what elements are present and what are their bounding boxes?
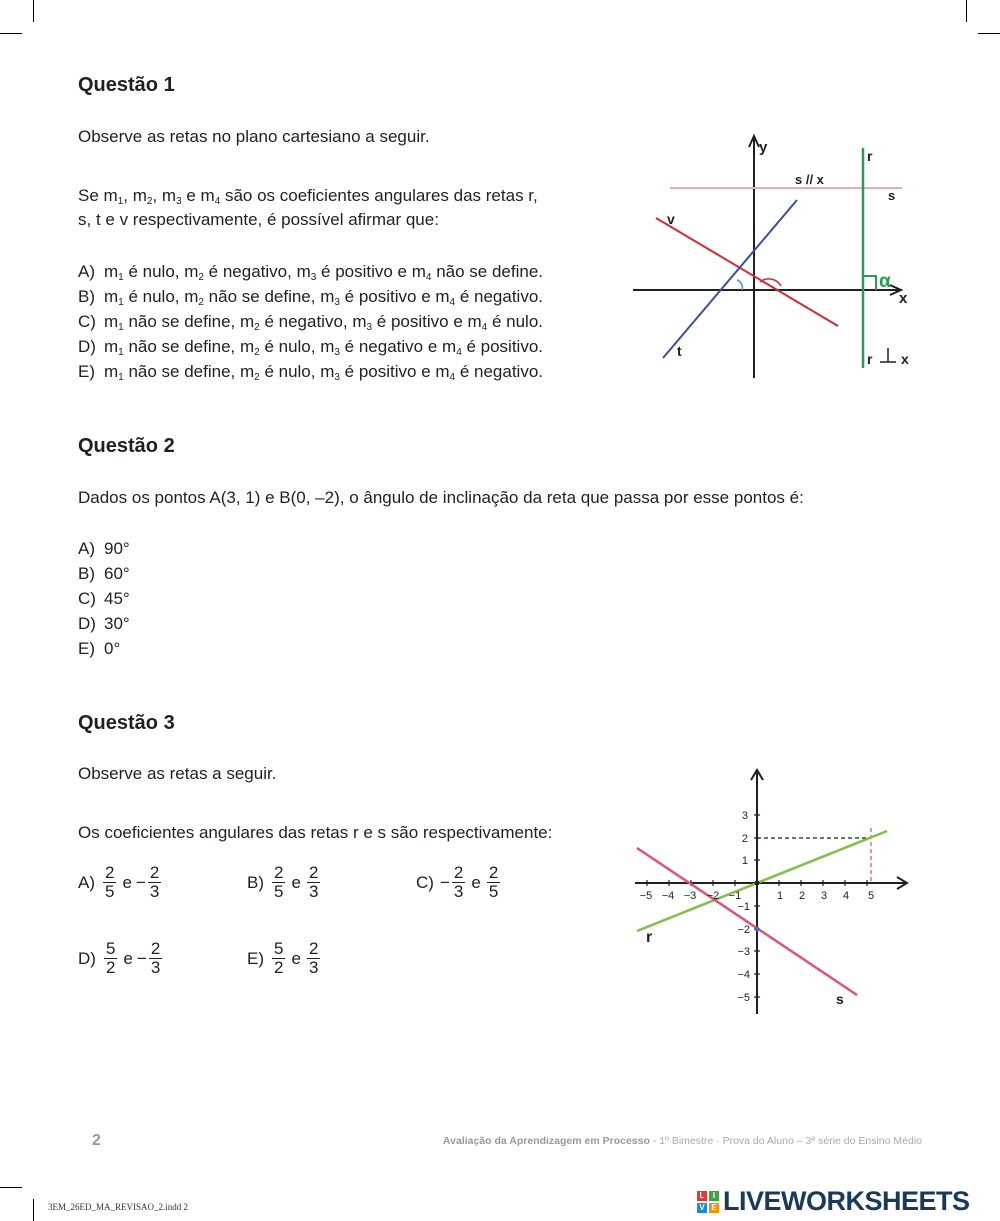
liveworksheets-brand[interactable] [697, 1186, 970, 1217]
label-t: t [677, 343, 682, 359]
crop-mark [966, 0, 967, 22]
brand-text: LIVEWORKSHEETS [723, 1186, 970, 1216]
y-tick-label: 2 [741, 833, 748, 845]
fraction: $\frac{2}{3}$ [308, 863, 319, 901]
line-t [663, 200, 797, 358]
y-tick-label: −4 [737, 969, 750, 981]
option-d[interactable]: D) 30° [78, 614, 130, 633]
fraction: $\frac{2}{5}$ [274, 863, 284, 901]
option-e[interactable]: E) 0° [78, 639, 121, 658]
y-tick-label: −3 [737, 946, 750, 958]
option-a[interactable]: A) 90° [78, 539, 130, 558]
option-a[interactable]: A) $\frac{2}{5}$ e − $\frac{2}{3}$ [78, 863, 160, 901]
x-tick-label: −4 [661, 890, 675, 902]
y-tick-label: −2 [737, 924, 750, 936]
question-1-title: Questão 1 [78, 74, 175, 96]
question-3-graph [630, 762, 920, 1022]
fraction: $\frac{5}{2}$ [274, 939, 284, 977]
liveworksheets-logo-icon: L I V E [697, 1191, 719, 1213]
label-v: v [667, 211, 675, 227]
option-e[interactable]: E) $m_1$ não se define, $m_2$ é nulo, $m_3$ é positivo e $m_4$ é negativo. [78, 362, 544, 383]
point-intercept [755, 927, 760, 932]
label-s-parallel-x: s // x [795, 172, 824, 187]
question-2-options [78, 536, 130, 661]
label-r: r [867, 148, 873, 164]
footer-text: Avaliação da Aprendizagem em Processo - 1º Bimestre · Prova do Aluno – 3ª série do Ensino Médio [442, 1135, 922, 1147]
option-e[interactable]: E) $\frac{5}{2}$ e $\frac{2}{3}$ [247, 939, 319, 977]
question-3-intro: Observe as retas a seguir. [78, 764, 277, 783]
option-b[interactable]: B) 60° [78, 564, 130, 583]
label-alpha: α [879, 271, 891, 292]
fraction: $\frac{2}{5}$ [105, 863, 115, 901]
option-b[interactable]: B) $m_1$ é nulo, $m_2$ não se define, $m_3$ é positivo e $m_4$ é negativo. [78, 287, 544, 308]
label-s: s [836, 991, 844, 1007]
y-tick-label: −1 [737, 901, 750, 913]
fraction: $\frac{2}{3}$ [149, 863, 160, 901]
crop-mark [33, 0, 34, 22]
option-c[interactable]: C) − $\frac{2}{3}$ e $\frac{2}{5}$ [416, 863, 499, 901]
y-tick-label: 3 [741, 810, 748, 822]
option-d[interactable]: D) $m_1$ não se define, $m_2$ é nulo, $m_3$ é negativo e $m_4$ é positivo. [78, 337, 544, 358]
label-r-perp: r [867, 351, 873, 367]
x-tick-label: 2 [798, 890, 806, 902]
y-tick-label: 1 [741, 855, 748, 867]
y-tick-label: −5 [737, 992, 750, 1004]
option-a[interactable]: A) $m_1$ é nulo, $m_2$ é negativo, $m_3$ é positivo e $m_4$ não se define. [78, 262, 543, 283]
page-number: 2 [92, 1132, 101, 1149]
question-3-title: Questão 3 [78, 712, 175, 734]
right-angle-mark [863, 276, 876, 290]
option-c[interactable]: C) $m_1$ não se define, $m_2$ é negativo, $m_3$ é positivo e $m_4$ é nulo. [78, 312, 543, 333]
fraction: $\frac{2}{5}$ [488, 863, 499, 901]
x-tick-label: 5 [867, 890, 875, 902]
label-y: y [759, 139, 768, 156]
fraction: $\frac{5}{2}$ [105, 939, 116, 977]
fraction: $\frac{2}{3}$ [308, 939, 319, 977]
crop-mark [978, 33, 1000, 34]
fraction: $\frac{2}{3}$ [453, 863, 464, 901]
y-tick-labels [737, 810, 750, 1004]
question-2-title: Questão 2 [78, 435, 175, 457]
x-tick-label: −3 [683, 890, 697, 902]
question-1-graph [628, 128, 928, 390]
question-1-options [78, 259, 543, 384]
x-tick-label: 1 [776, 890, 784, 902]
fraction: $\frac{2}{3}$ [150, 939, 161, 977]
option-b[interactable]: B) $\frac{2}{5}$ e $\frac{2}{3}$ [247, 863, 319, 901]
x-tick-label: −1 [728, 890, 742, 902]
label-s: s [888, 188, 896, 203]
angle-arc-t [737, 280, 742, 290]
option-d[interactable]: D) $\frac{5}{2}$ e − $\frac{2}{3}$ [78, 939, 161, 977]
question-2-stem: Dados os pontos A(3, 1) e B(0, –2), o ângulo de inclinação da reta que passa por esse pontos é: [78, 488, 804, 507]
label-r: r [646, 929, 653, 946]
question-1-stem: Se $m_1$, $m_2$, $m_3$ e $m_4$ são os coeficientes angulares das retas r, s, t e v respectivamente, é possível afirmar que: [78, 186, 538, 229]
x-tick-label: −2 [706, 890, 720, 902]
question-3-stem: Os coeficientes angulares das retas r e s são respectivamente: [78, 823, 553, 842]
x-tick-label: 3 [820, 890, 828, 902]
crop-mark [0, 33, 22, 34]
file-slug: 3EM_26ED_MA_REVISAO_2.indd 2 [48, 1202, 189, 1212]
x-tick-label: −5 [639, 890, 653, 902]
line-r [637, 831, 887, 931]
crop-mark [33, 1199, 34, 1221]
label-perp-x: x [901, 351, 909, 367]
crop-mark [0, 1187, 22, 1188]
question-1-intro: Observe as retas no plano cartesiano a seguir. [78, 127, 430, 146]
label-x: x [899, 290, 908, 307]
option-c[interactable]: C) 45° [78, 589, 130, 608]
line-v [656, 218, 838, 326]
point-origin [755, 881, 760, 886]
x-tick-label: 4 [842, 890, 850, 902]
